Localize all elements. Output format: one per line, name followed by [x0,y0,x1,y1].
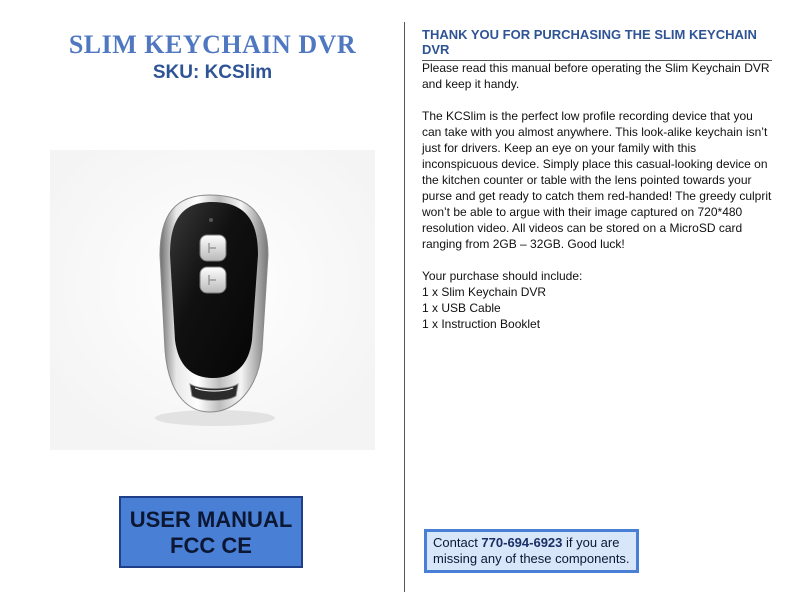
contact-callout [424,529,639,573]
contact-phone[interactable]: 770-694-6923 [481,535,563,550]
contact-suffix: if you are missing any of these components. [433,535,630,566]
keychain-dvr-photo [50,150,375,450]
contact-prefix: Contact [433,535,482,550]
sku-label: SKU: KCSlim [152,62,273,83]
includes-title: Your purchase should include: [422,269,583,283]
manual-body [422,60,774,332]
manual-title: USER MANUAL [129,507,293,532]
description-paragraph: The KCSlim is the perfect low profile recording device that you can take with you almost anywhere. This look-alike keychain isn’t just for drivers. Keep an eye on your family with this inconspicuous device. Simply place this casual-looking device on the kitchen counter or table with the lens pointed towards your purse and get ready to catch them red-handed! The greedy culprit won’t be able to argue with their image captured on 720*480 resolution video. All videos can be stored on a MicroSD card ranging from 2GB – 32GB. Good luck! [422,109,772,251]
user-manual-badge [119,496,303,568]
list-item: 1 x Slim Keychain DVR [422,285,547,299]
list-item: 1 x Instruction Booklet [422,317,541,331]
page-divider [404,22,405,592]
product-title: SLIM KEYCHAIN DVR [68,30,357,59]
intro-paragraph: Please read this manual before operating the Slim Keychain DVR and keep it handy. [422,61,770,91]
section-heading: THANK YOU FOR PURCHASING THE SLIM KEYCHAIN DVR [422,27,772,61]
certification-label: FCC CE [170,533,252,558]
list-item: 1 x USB Cable [422,301,501,315]
